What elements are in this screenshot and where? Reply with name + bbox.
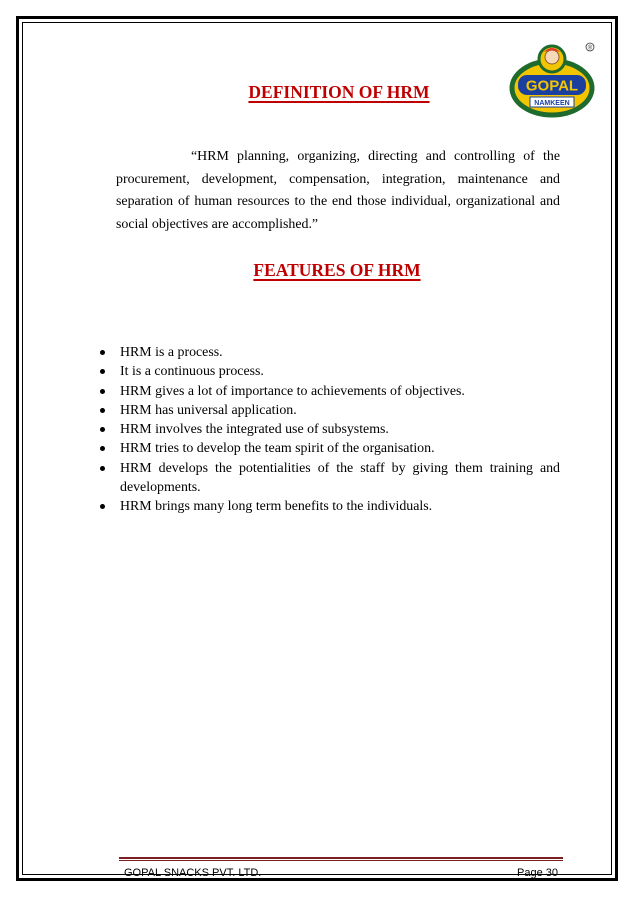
gopal-logo — [508, 42, 596, 118]
features-heading: FEATURES OF HRM — [253, 260, 421, 280]
footer-rule-thin — [119, 860, 563, 861]
list-item: HRM gives a lot of importance to achievements of objectives. — [116, 382, 560, 401]
logo-registered-mark: ® — [587, 45, 593, 52]
definition-paragraph: “HRM planning, organizing, directing and controlling of the procurement, development, compensation, integration, maintenance and separation of human resources to the end those individual, organizational and social objectives are accomplished.” — [116, 149, 560, 232]
list-item: It is a continuous process. — [116, 362, 560, 381]
definition-heading: DEFINITION OF HRM — [248, 82, 430, 102]
list-item: HRM is a process. — [116, 343, 560, 362]
footer-company: GOPAL SNACKS PVT. LTD. — [124, 867, 262, 879]
footer-page-number: Page 30 — [517, 867, 558, 879]
logo-brand-text: GOPAL — [525, 77, 579, 95]
footer-rule — [119, 857, 563, 859]
features-list — [116, 343, 560, 517]
logo-sub-text: NAMKEEN — [534, 100, 570, 107]
list-item: HRM develops the potentialities of the staff by giving them training and developments. — [116, 459, 560, 498]
list-item: HRM tries to develop the team spirit of the organisation. — [116, 439, 560, 458]
list-item: HRM brings many long term benefits to the individuals. — [116, 497, 560, 516]
list-item: HRM has universal application. — [116, 401, 560, 420]
list-item: HRM involves the integrated use of subsystems. — [116, 420, 560, 439]
